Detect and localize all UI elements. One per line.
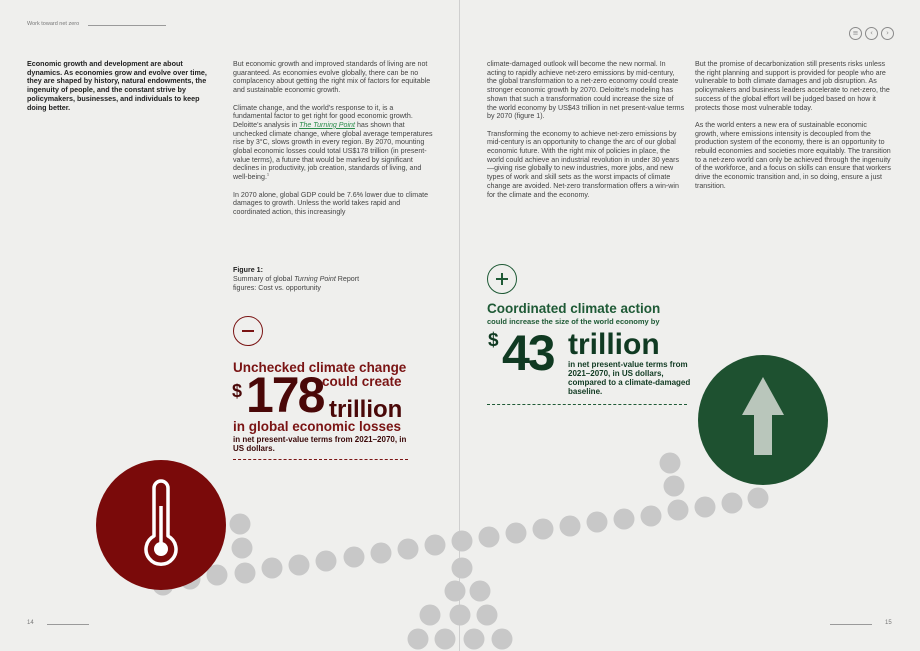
loss-amount: 178 [246,367,324,423]
paragraph: But economic growth and improved standards of living are not guaranteed. As economies evolve globally, there can be no complacency about getting the right mix of factors for equitable and sustainable economic growth. [233,60,431,95]
paragraph-text: has shown that unchecked climate change, where global average temperatures rise by 3°C, slows growth in every region. By 2070, mounting global economic losses could total US$178 trillion (in present-value terms), a future that would be marked by significant declines in productivity, job creation, standards of living, and well-being. [233,120,433,182]
path-dot [614,509,635,530]
path-dot [398,539,419,560]
minus-icon [233,316,263,346]
path-dot [695,497,716,518]
path-dot [425,535,446,556]
loss-description: in global economic losses [233,419,402,434]
thermometer-icon [96,460,226,590]
paragraph-text: Climate change, and the world’s response to it, is a fundamental factor to get right for good economic growth. Deloitte’s analysis in [233,103,413,129]
path-dot [560,516,581,537]
up-arrow-icon [698,355,828,485]
page-number-rule [830,624,872,625]
paragraph: In 2070 alone, global GDP could be 7.6% lower due to climate damages to growth. Unless the world takes rapid and coordinated action, this increasingly [233,190,429,216]
path-dot [289,555,310,576]
path-dot [506,523,527,544]
caption-report-title: Turning Point [294,275,336,283]
gain-subheadline: could increase the size of the world economy by [487,317,660,326]
paragraph: climate-damaged outlook will become the new normal. In acting to rapidly achieve net-zero emissions by mid-century, the global transformation to a net-zero economy could create stronger economic growth by 2070. Deloitte’s modeling has shown that such a transformation could increase the size of the world economy by US$43 trillion in net present-value terms by 2070 (figure 1). [487,60,685,121]
plus-icon [487,264,517,294]
path-dot [722,493,743,514]
next-page-icon[interactable]: › [881,27,894,40]
gain-unit: trillion [568,328,660,361]
path-dot [660,453,681,474]
path-dot [230,514,251,535]
running-head: Work toward net zero [27,21,80,27]
path-dot [477,605,498,626]
turning-point-link[interactable]: The Turning Point [299,120,355,129]
path-dot [450,605,471,626]
figure-label: Figure 1: [233,266,263,274]
loss-unit: trillion [329,396,403,423]
gain-headline: Coordinated climate action [487,301,661,316]
caption-text: Summary of global [233,275,295,283]
path-dot [344,547,365,568]
loss-currency-symbol: $ [232,381,243,401]
thermometer-badge [96,460,226,590]
caption-text: Report figures: Cost vs. opportunity [233,275,360,292]
path-dot [668,500,689,521]
loss-divider [233,459,408,460]
page-number-right: 15 [885,620,892,626]
footnote-marker: 1 [266,171,270,177]
path-dot [262,558,283,579]
path-dot [316,551,337,572]
page-number-rule [47,624,89,625]
path-dot [435,629,456,650]
path-dot [470,581,491,602]
loss-note: in net present-value terms from 2021–2070, in US dollars. [233,435,407,453]
path-dot [641,506,662,527]
path-dot [445,581,466,602]
path-dot [664,476,685,497]
intro-lead-paragraph: Economic growth and development are about dynamics. As economies grow and evolve over time, they are shaped by history, natural endowments, the ingenuity of people, and the constant strive by policymakers, businesses, and individuals to keep doing better. [27,59,207,112]
path-dot [587,512,608,533]
path-dot [492,629,513,650]
gain-currency-symbol: $ [488,330,499,351]
loss-subheadline: could create [322,374,402,389]
path-dot [533,519,554,540]
path-dot [452,531,473,552]
path-dot [479,527,500,548]
previous-page-icon[interactable]: ‹ [865,27,878,40]
path-dot [371,543,392,564]
paragraph: But the promise of decarbonization still presents risks unless the right planning and support is provided for people who are vulnerable to both climate damages and job disruption. As policymakers and business leaders accelerate to net-zero, the success of the global effort will be judged based on how it protects those most vulnerable today. [695,60,890,112]
path-dot [235,563,256,584]
paragraph: As the world enters a new era of sustainable economic growth, where emissions intensity is decoupled from the production system of the economy, there is an opportunity to rebuild economies and societies more equitably. The transition to a net-zero world can only be achieved through the ingenuity of the workforce, and a focus on skills can ensure that workers drive the economic transition and, in so doing, ensure a just transition. [695,120,891,190]
gain-amount: 43 [502,325,554,381]
path-dot [452,558,473,579]
path-dot [408,629,429,650]
gain-note: in net present-value terms from 2021–2070, in US dollars, compared to a climate-damaged baseline. [568,360,691,396]
page-number-left: 14 [27,620,34,626]
growth-arrow-badge [698,355,828,485]
path-dot [232,538,253,559]
menu-icon[interactable]: ≡ [849,27,862,40]
paragraph: Transforming the economy to achieve net-zero emissions by mid-century is an opportunity to change the arc of our global economic future. With the right mix of policies in place, the world could achieve an industrial revolution in under 30 years—giving rise globally to new industries, more jobs, and new types of work and skill sets as the worst impacts of climate change are avoided. Net-zero transformation offers a win-win for the climate and the economy. [487,129,680,199]
path-dot [748,488,769,509]
loss-headline: Unchecked climate change [233,360,407,375]
gain-divider [487,404,687,405]
path-dot [464,629,485,650]
path-dot [420,605,441,626]
